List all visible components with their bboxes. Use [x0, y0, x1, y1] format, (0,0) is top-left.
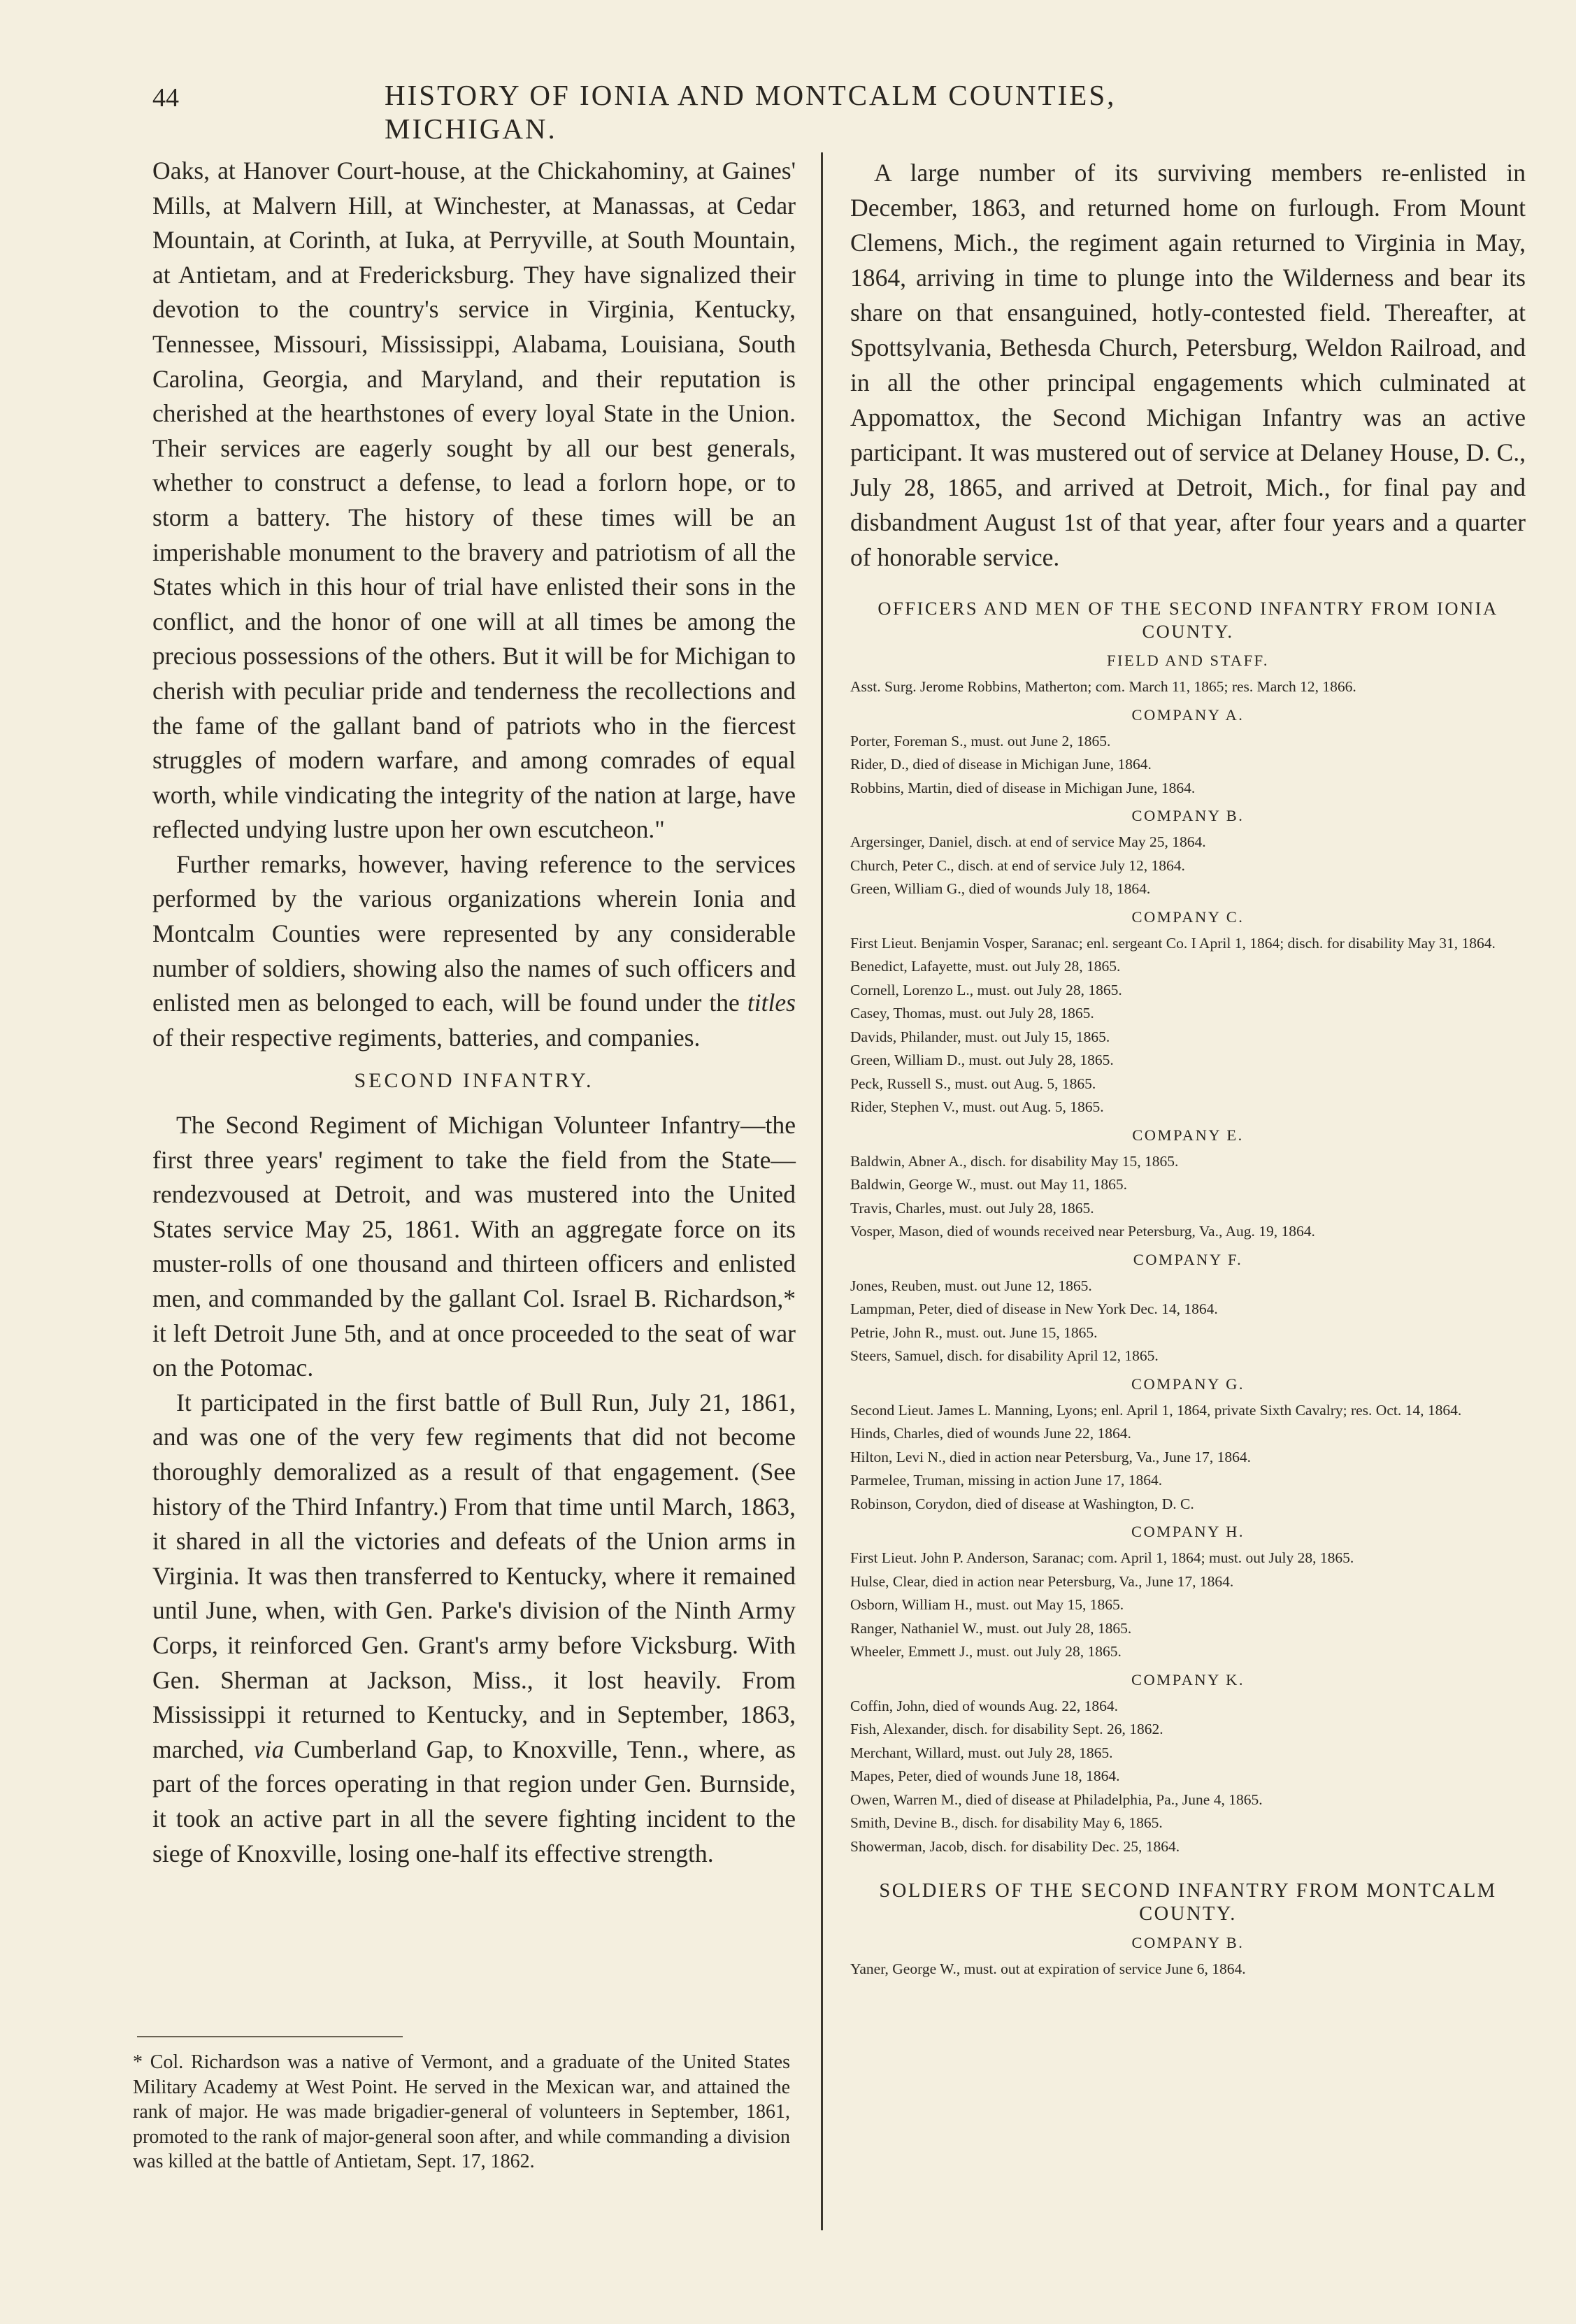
company-heading: FIELD AND STAFF. — [1106, 652, 1270, 669]
company-heading: COMPANY G. — [1131, 1375, 1245, 1393]
roster-entry: Steers, Samuel, disch. for disability April 12, 1865. — [850, 1347, 1159, 1364]
italic-text: titles — [747, 989, 796, 1017]
roster-entry: Baldwin, Abner A., disch. for disability May 15, 1865. — [850, 1152, 1179, 1170]
roster-entry: Mapes, Peter, died of wounds June 18, 1864. — [850, 1767, 1120, 1784]
roster-entry: Osborn, William H., must. out May 15, 1865. — [850, 1596, 1124, 1613]
company-heading: COMPANY C. — [1131, 908, 1245, 926]
roster-entry: Cornell, Lorenzo L., must. out July 28, 1865. — [850, 981, 1122, 998]
roster-entry: Second Lieut. James L. Manning, Lyons; enl. April 1, 1864, private Sixth Cavalry; res. Oct. 14, 1864. — [850, 1401, 1462, 1419]
roster-entry: Casey, Thomas, must. out July 28, 1865. — [850, 1005, 1094, 1021]
roster-entry: First Lieut. John P. Anderson, Saranac; com. April 1, 1864; must. out July 28, 1865. — [850, 1549, 1354, 1566]
roster-entry: Church, Peter C., disch. at end of service July 12, 1864. — [850, 856, 1185, 874]
footnote: * Col. Richardson was a native of Vermont, and a graduate of the United States Military Academy at West Point. He served in the Mexican war, and attained the rank of major. He was made brigadier-general of volunteers in September, 1861, promoted to the rank of major-general soon after, and while commanding a division was killed at the battle of Antietam, Sept. 17, 1862. — [133, 2051, 790, 2172]
paragraph: Oaks, at Hanover Court-house, at the Chickahominy, at Gaines' Mills, at Malvern Hill, at Winchester, at Manassas, at Cedar Mountain, at Corinth, at Iuka, at Perryville, at South Mountain, at Antietam, and at Fredericksburg. They have signalized their devotion to the country's service in Virginia, Kentucky, Tennessee, Missouri, Mississippi, Alabama, Louisiana, South Carolina, Georgia, and Maryland, and their reputation is cherished at the hearthstones of every loyal State in the Union. Their services are eagerly sought by all our best generals, whether to construct a defense, to lead a forlorn hope, or to storm a battery. The history of these times will be an imperishable monument to the bravery and patriotism of all the States which in this hour of trial have enlisted their sons in the conflict, and the honor of one will at all times be among the precious possessions of the others. But it will be for Michigan to cherish with peculiar pride and tenderness the recollections and the fame of the gallant band of patriots who in the fiercest struggles of modern warfare, and among comrades of equal worth, while vindicating the integrity of the nation at large, have reflected undying lustre upon her own escutcheon." — [152, 157, 796, 844]
roster-entry: Showerman, Jacob, disch. for disability Dec. 25, 1864. — [850, 1837, 1180, 1855]
section-heading: SECOND INFANTRY. — [354, 1069, 594, 1093]
roster-entry: Davids, Philander, must. out July 15, 1865. — [850, 1028, 1110, 1045]
roster-entry: Hinds, Charles, died of wounds June 22, 1864. — [850, 1425, 1131, 1442]
roster-entry: Coffin, John, died of wounds Aug. 22, 1864. — [850, 1697, 1119, 1714]
roster-entry: Petrie, John R., must. out. June 15, 1865. — [850, 1324, 1098, 1341]
roster-groups — [850, 652, 1526, 1858]
roster-entry: Vosper, Mason, died of wounds received near Petersburg, Va., Aug. 19, 1864. — [850, 1223, 1315, 1240]
roster-entry: Robinson, Corydon, died of disease at Washington, D. C. — [850, 1495, 1194, 1512]
roster-entry: Green, William D., must. out July 28, 1865. — [850, 1052, 1114, 1068]
roster-entry: Lampman, Peter, died of disease in New York Dec. 14, 1864. — [850, 1300, 1218, 1317]
roster-entry: Hulse, Clear, died in action near Petersburg, Va., June 17, 1864. — [850, 1572, 1234, 1590]
company-heading: COMPANY K. — [1131, 1670, 1245, 1688]
roster-entry: Rider, Stephen V., must. out Aug. 5, 1865. — [850, 1098, 1104, 1115]
roster-entry: Asst. Surg. Jerome Robbins, Matherton; com. March 11, 1865; res. March 12, 1866. — [850, 678, 1356, 695]
roster-entry: Ranger, Nathaniel W., must. out July 28, 1865. — [850, 1619, 1132, 1637]
company-heading: COMPANY E. — [1132, 1126, 1244, 1144]
roster-entry: Owen, Warren M., died of disease at Philadelphia, Pa., June 4, 1865. — [850, 1791, 1263, 1808]
roster-entry: Porter, Foreman S., must. out June 2, 1865. — [850, 732, 1111, 749]
roster-entry: Green, William G., died of wounds July 18, 1864. — [850, 880, 1151, 897]
text-run: Cumberland Gap, to Knoxville, Tenn., where, as part of the forces operating in that region under Gen. Burnside, it took an active part in all the severe fighting incident to the siege of Knoxville, losing one-half its effective strength. — [152, 1735, 796, 1867]
montcalm-groups — [850, 1934, 1526, 1981]
roster-title: OFFICERS AND MEN OF THE SECOND INFANTRY FROM IONIA COUNTY. — [877, 598, 1498, 642]
roster-entry: Travis, Charles, must. out July 28, 1865. — [850, 1199, 1094, 1217]
page-number: 44 — [152, 83, 179, 113]
column-divider — [821, 152, 823, 2230]
running-title: HISTORY OF IONIA AND MONTCALM COUNTIES, MICHIGAN. — [385, 79, 1117, 145]
text-run: It participated in the first battle of Bull Run, July 21, 1861, and was one of the very few regiments that did not become thoroughly demoralized as a result of that engagement. (See history of the Third Infantry.) From that time until March, 1863, it shared in all the victories and defeats of the Union arms in Virginia. It was then transferred to Kentucky, where it remained until June, when, with Gen. Parke's division of the Ninth Army Corps, it reinforced Gen. Grant's army before Vicksburg. With Gen. Sherman at Jackson, Miss., it lost heavily. From Mississippi it returned to Kentucky, and in September, 1863, marched, — [152, 1388, 796, 1763]
roster-entry: Hilton, Levi N., died in action near Petersburg, Va., June 17, 1864. — [850, 1448, 1252, 1465]
right-column — [850, 155, 1526, 1981]
company-heading: COMPANY H. — [1131, 1523, 1245, 1540]
company-heading: COMPANY F. — [1133, 1250, 1243, 1268]
text-run: of their respective regiments, batteries, and companies. — [152, 1023, 701, 1052]
roster-entry: Robbins, Martin, died of disease in Michigan June, 1864. — [850, 779, 1196, 796]
roster-entry: First Lieut. Benjamin Vosper, Saranac; enl. sergeant Co. I April 1, 1864; disch. for disability May 31, 1864. — [850, 934, 1496, 952]
roster-entry: Smith, Devine B., disch. for disability May 6, 1865. — [850, 1814, 1163, 1831]
montcalm-title: SOLDIERS OF THE SECOND INFANTRY FROM MONTCALM COUNTY. — [879, 1880, 1497, 1925]
roster-entry: Rider, D., died of disease in Michigan June, 1864. — [850, 756, 1152, 773]
roster-entry: Yaner, George W., must. out at expiration of service June 6, 1864. — [850, 1960, 1246, 1977]
roster-entry: Fish, Alexander, disch. for disability Sept. 26, 1862. — [850, 1721, 1163, 1737]
company-heading: COMPANY A. — [1131, 705, 1245, 724]
roster-entry: Parmelee, Truman, missing in action June 17, 1864. — [850, 1472, 1163, 1489]
roster-entry: Benedict, Lafayette, must. out July 28, 1865. — [850, 958, 1121, 975]
roster-entry: Argersinger, Daniel, disch. at end of service May 25, 1864. — [850, 833, 1206, 850]
left-column — [152, 154, 796, 1871]
paragraph — [152, 1386, 796, 1871]
company-heading: COMPANY B. — [1131, 807, 1245, 824]
roster-entry: Wheeler, Emmett J., must. out July 28, 1865. — [850, 1643, 1122, 1660]
italic-text: via — [254, 1735, 285, 1763]
roster-entry: Merchant, Willard, must. out July 28, 1865. — [850, 1744, 1113, 1761]
roster-entry: Peck, Russell S., must. out Aug. 5, 1865. — [850, 1075, 1096, 1092]
roster-entry: Jones, Reuben, must. out June 12, 1865. — [850, 1277, 1092, 1294]
paragraph: The Second Regiment of Michigan Volunteer Infantry—the first three years' regiment to take the field from the State—rendezvoused at Detroit, and was mustered into the United States service May 25, 1861. With an aggregate force on its muster-rolls of one thousand and thirteen officers and enlisted men, and commanded by the gallant Col. Israel B. Richardson,* it left Detroit June 5th, and at once proceeded to the seat of war on the Potomac. — [152, 1111, 796, 1382]
footnote-rule — [137, 2036, 403, 2037]
paragraph: A large number of its surviving members re-enlisted in December, 1863, and returned home on furlough. From Mount Clemens, Mich., the regiment again returned to Virginia in May, 1864, arriving in time to plunge into the Wilderness and bear its share on that ensanguined, hotly-contested field. Thereafter, at Spottsylvania, Bethesda Church, Petersburg, Weldon Railroad, and in all the other principal engagements which culminated at Appomattox, the Second Michigan Infantry was an active participant. It was mustered out of service at Delaney House, D. C., July 28, 1865, and arrived at Detroit, Mich., for final pay and disbandment August 1st of that year, after four years and a quarter of honorable service. — [850, 159, 1526, 571]
company-heading: COMPANY B. — [1131, 1934, 1245, 1951]
roster-entry: Baldwin, George W., must. out May 11, 1865. — [850, 1176, 1127, 1193]
text-run: Further remarks, however, having reference to the services performed by the various organizations wherein Ionia and Montcalm Counties were represented by any considerable number of soldiers, showing also the names of such officers and enlisted men as belonged to each, will be found under the — [152, 849, 796, 1017]
paragraph — [152, 847, 796, 1056]
